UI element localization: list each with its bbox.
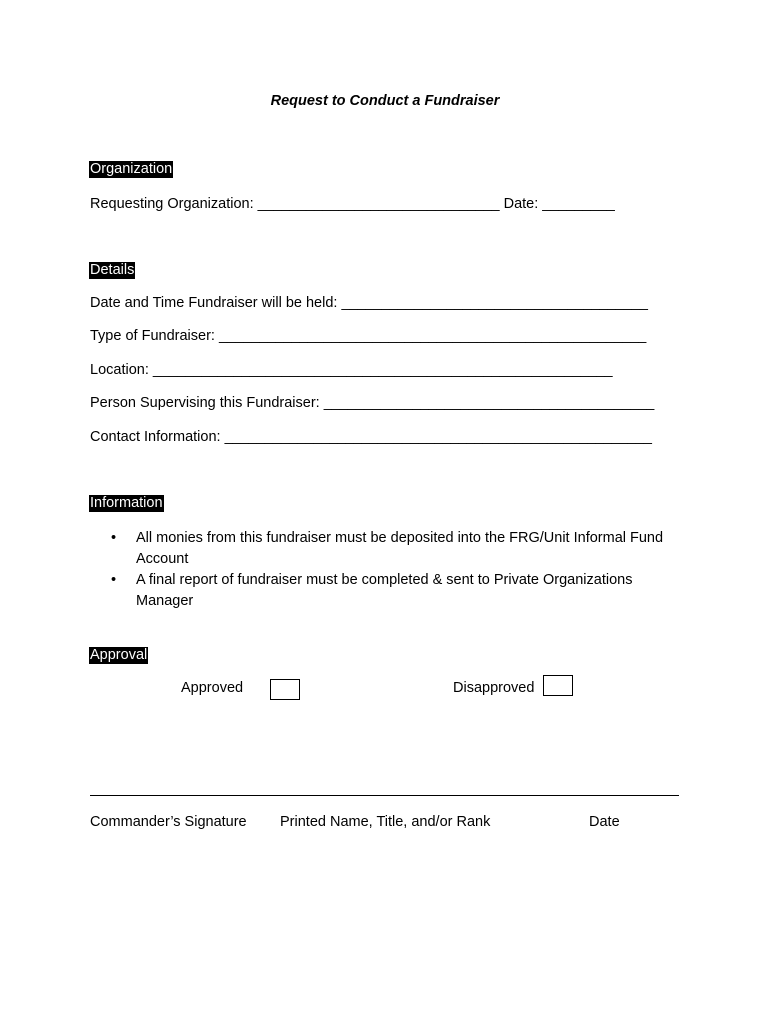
location-field[interactable]: Location: _________________________________________________________ [90, 362, 613, 378]
requesting-organization-field[interactable]: Requesting Organization: ______________________________ Date: _________ [90, 196, 615, 212]
section-heading-approval: Approval [90, 647, 148, 663]
list-item-text: All monies from this fundraiser must be deposited into the FRG/Unit Informal Fund Account [136, 530, 664, 567]
date-label: Date [589, 814, 620, 830]
disapproved-label: Disapproved [453, 680, 535, 696]
disapproved-checkbox[interactable] [543, 675, 573, 696]
list-item [90, 528, 690, 570]
bullet-icon: • [111, 572, 117, 588]
date-time-field[interactable]: Date and Time Fundraiser will be held: ______________________________________ [90, 295, 648, 311]
section-heading-details: Details [90, 262, 135, 278]
signature-line[interactable] [90, 795, 679, 796]
bullet-icon: • [111, 530, 117, 546]
approved-checkbox[interactable] [270, 679, 300, 700]
form-title: Request to Conduct a Fundraiser [270, 93, 500, 109]
list-item-text: A final report of fundraiser must be completed & sent to Private Organizations Manager [136, 572, 633, 609]
type-of-fundraiser-field[interactable]: Type of Fundraiser: _____________________________________________________ [90, 328, 647, 344]
section-heading-information: Information [90, 495, 163, 511]
approved-label: Approved [181, 680, 244, 696]
information-list [90, 528, 690, 612]
section-heading-organization: Organization [90, 161, 173, 177]
person-supervising-field[interactable]: Person Supervising this Fundraiser: _________________________________________ [90, 395, 655, 411]
list-item [90, 570, 690, 612]
contact-information-field[interactable]: Contact Information: _____________________________________________________ [90, 429, 652, 445]
commander-signature-label: Commander’s Signature [90, 814, 247, 830]
printed-name-label: Printed Name, Title, and/or Rank [280, 814, 491, 830]
